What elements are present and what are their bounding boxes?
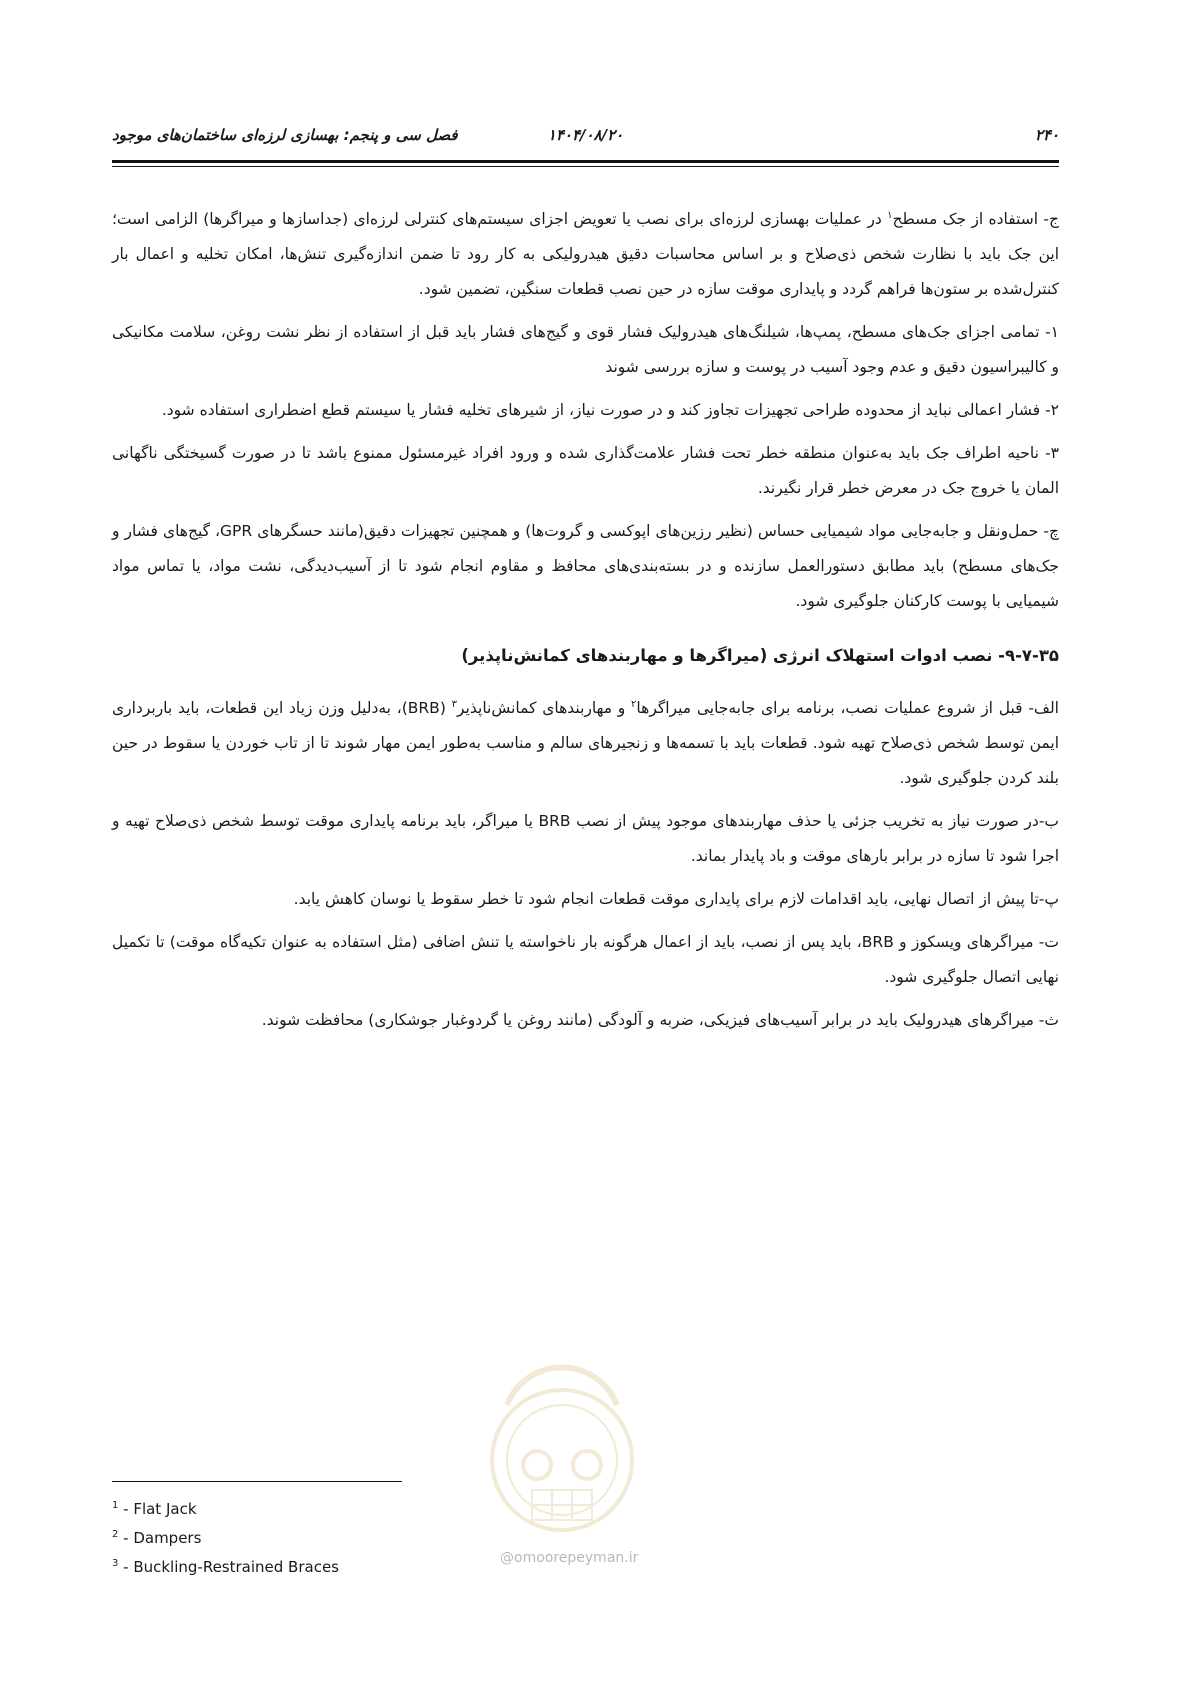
paragraph: چ- حمل‌ونقل و جابه‌جایی مواد شیمیایی حساس (نظیر رزین‌های اپوکسی و گروت‌ها) و همچنین تجهیزات دقیق(مانند حسگرهای GPR، گیج‌های فشار و جک‌های مسطح) باید مطابق دستورالعمل سازنده و در بسته‌بندی‌های محافظ و مقاوم انجام شود تا از آسیب‌دیدگی، نشت مواد، یا تماس مواد شیمیایی با پوست کارکنان جلوگیری شود. <box>112 522 1059 610</box>
paragraph: ۱- تمامی اجزای جک‌های مسطح، پمپ‌ها، شیلنگ‌های هیدرولیک فشار قوی و گیج‌های فشار باید قبل از استفاده از نظر نشت روغن، سلامت مکانیکی و کالیبراسیون دقیق و عدم وجود آسیب در پوست و سازه بررسی شوند <box>112 323 1059 376</box>
header-rule-thin <box>112 166 1059 167</box>
page-number: ۲۴۰ <box>1034 126 1059 144</box>
body-content <box>112 202 1059 1046</box>
footnote-item: $^2$ - Dampers <box>112 1529 202 1547</box>
page-header <box>112 126 1059 162</box>
footnote-item: $^3$ - Buckling-Restrained Braces <box>112 1558 339 1576</box>
footnote-item: $^1$ - Flat Jack <box>112 1500 197 1518</box>
footnote-ref[interactable]: ۲ <box>631 698 637 710</box>
header-rule-thick <box>112 160 1059 163</box>
footnote-divider <box>112 1481 402 1482</box>
chapter-title: فصل سی و پنجم: بهسازی لرزه‌ای ساختمان‌های موجود <box>112 126 458 144</box>
paragraph: ۲- فشار اعمالی نباید از محدوده طراحی تجهیزات تجاوز کند و در صورت نیاز، از شیرهای تخلیه فشار یا سیستم قطع اضطراری استفاده شود. <box>161 401 1059 419</box>
paragraph: ج- استفاده از جک مسطح$^۱$ در عملیات بهسازی لرزه‌ای برای نصب یا تعویض اجزای سیستم‌های کنترلی لرزه‌ای (جداسازها و میراگرها) الزامی است؛ این جک باید با نظارت شخص ذی‌صلاح و بر اساس محاسبات دقیق هیدرولیکی به کار رود تا ضمن اندازه‌گیری تنش‌ها، امکان تخلیه و اعمال بار کنترل‌شده بر ستون‌ها فراهم گردد و پایداری موقت سازه در حین نصب قطعات سنگین، تضمین شود. <box>112 209 1059 298</box>
watermark-text: @omoorepeyman.ir <box>500 1550 639 1566</box>
paragraph: ۳- ناحیه اطراف جک باید به‌عنوان منطقه خطر تحت فشار علامت‌گذاری شده و ورود افراد غیرمسئول ممنوع باشد تا در صورت گسیختگی ناگهانی المان یا خروج جک در معرض خطر قرار نگیرند. <box>112 444 1059 497</box>
section-heading: ۹-۷-۳۵- نصب ادوات استهلاک انرژی (میراگرها و مهاربندهای کمانش‌ناپذیر) <box>461 646 1059 665</box>
paragraph: ب-در صورت نیاز به تخریب جزئی یا حذف مهاربندهای موجود پیش از نصب BRB یا میراگر، باید برنامه پایداری موقت توسط شخص ذی‌صلاح تهیه و اجرا شود تا سازه در برابر بارهای موقت و باد پایدار بماند. <box>112 812 1060 865</box>
paragraph: ث- میراگرهای هیدرولیک باید در برابر آسیب‌های فیزیکی، ضربه و آلودگی (مانند روغن یا گردوغبار جوشکاری) محافظت شوند. <box>261 1011 1059 1029</box>
footnotes <box>112 1493 339 1580</box>
paragraph: پ-تا پیش از اتصال نهایی، باید اقدامات لازم برای پایداری موقت قطعات انجام شود تا خطر سقوط یا نوسان کاهش یابد. <box>293 890 1059 908</box>
footnote-ref[interactable]: ۱ <box>887 209 893 221</box>
footnote-ref[interactable]: ۳ <box>451 698 457 710</box>
watermark-logo-icon <box>487 1345 637 1555</box>
paragraph: ت- میراگرهای ویسکوز و BRB، باید پس از نصب، باید از اعمال هرگونه بار ناخواسته یا تنش اضافی (مثل استفاده به عنوان تکیه‌گاه موقت) تا تکمیل نهایی اتصال جلوگیری شود. <box>112 933 1059 986</box>
header-date: ۱۴۰۴/۰۸/۲۰ <box>547 126 624 144</box>
paragraph: الف- قبل از شروع عملیات نصب، برنامه برای جابه‌جایی میراگرها$^۲$ و مهاربندهای کمانش‌ناپذیر$^۳$ (BRB)، به‌دلیل وزن زیاد این قطعات، باید باربرداری ایمن توسط شخص ذی‌صلاح تهیه شود. قطعات باید با تسمه‌ها و زنجیرهای سالم و مناسب به‌طور ایمن مهار شوند تا از تاب خوردن یا سقوط در حین بلند کردن جلوگیری شود. <box>112 698 1059 787</box>
